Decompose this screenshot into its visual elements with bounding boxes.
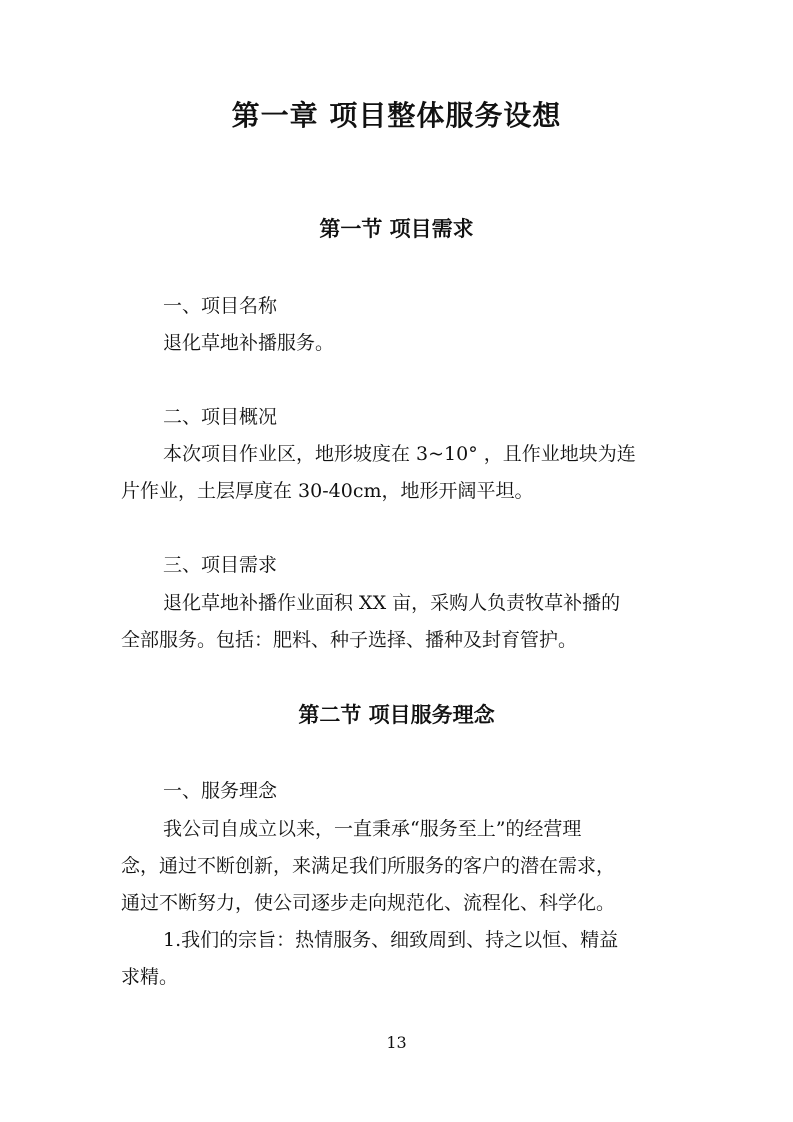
paragraph-line: 退化草地补播作业面积 XX 亩，采购人负责牧草补播的: [163, 592, 621, 614]
heading-project-name: 一、项目名称: [163, 295, 278, 317]
paragraph-line: 全部服务。包括：肥料、种子选择、播种及封育管护。: [121, 629, 578, 651]
heading-service-philosophy: 一、服务理念: [163, 780, 278, 802]
paragraph-line: 片作业，土层厚度在 30-40cm，地形开阔平坦。: [121, 480, 534, 502]
heading-project-overview: 二、项目概况: [163, 406, 278, 428]
section-title-project-requirements: 第一节 项目需求: [319, 217, 474, 241]
heading-project-requirements: 三、项目需求: [163, 554, 278, 576]
paragraph-line: 求精。: [121, 966, 179, 988]
paragraph-line: 1.我们的宗旨：热情服务、细致周到、持之以恒、精益: [163, 929, 619, 951]
paragraph-line: 本次项目作业区，地形坡度在 3~10° ，且作业地块为连: [163, 443, 636, 465]
section-title-service-philosophy: 第二节 项目服务理念: [298, 703, 495, 727]
paragraph-project-name: 退化草地补播服务。: [163, 332, 335, 354]
paragraph-line: 通过不断努力，使公司逐步走向规范化、流程化、科学化。: [121, 892, 616, 914]
paragraph-line: 我公司自成立以来，一直秉承“服务至上”的经营理: [163, 818, 582, 840]
chapter-title: 第一章 项目整体服务设想: [231, 99, 562, 132]
paragraph-line: 念，通过不断创新，来满足我们所服务的客户的潜在需求，: [121, 855, 616, 877]
page-number: 13: [386, 1033, 407, 1052]
